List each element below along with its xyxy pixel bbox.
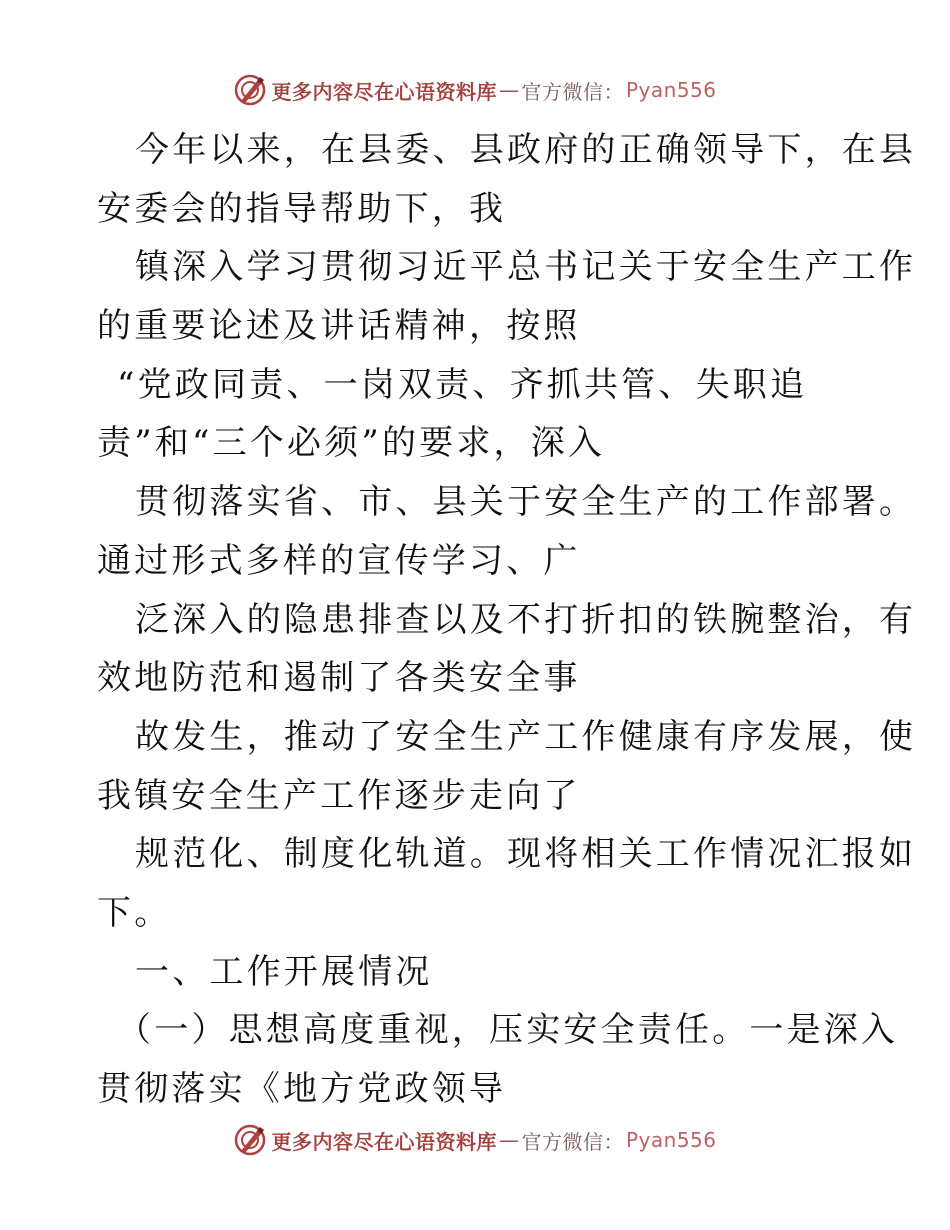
text-line: 通过形式多样的宣传学习、广 xyxy=(97,540,581,581)
pen-logo-icon xyxy=(233,1123,267,1157)
watermark-separator: — xyxy=(498,78,520,102)
text-line: 规范化、制度化轨道。现将相关工作情况汇报如 xyxy=(135,834,917,875)
text-line: 效地防范和遏制了各类安全事 xyxy=(97,658,581,699)
text-line: （一）思想高度重视，压实安全责任。一是深入 xyxy=(117,1010,899,1051)
watermark-text: 更多内容尽在心语资料库 xyxy=(271,1129,497,1154)
text-line: “党政同责、一岗双责、齐抓共管、失职追 xyxy=(117,364,808,405)
pen-logo-icon xyxy=(233,73,267,107)
watermark-text: 更多内容尽在心语资料库 xyxy=(271,79,497,104)
document-body xyxy=(97,121,917,1119)
text-line: 安委会的指导帮助下，我 xyxy=(97,188,507,229)
text-line: 下。 xyxy=(97,892,172,933)
text-line: 我镇安全生产工作逐步走向了 xyxy=(97,775,581,816)
text-line: 泛深入的隐患排查以及不打折扣的铁腕整治，有 xyxy=(135,599,917,640)
text-line: 责”和“三个必须”的要求，深入 xyxy=(97,423,606,464)
watermark-wechat-id: Pyan556 xyxy=(625,1128,717,1152)
header-watermark xyxy=(0,68,950,112)
section-heading: 一、工作开展情况 xyxy=(135,951,433,992)
watermark-wechat-id: Pyan556 xyxy=(625,78,717,102)
watermark-separator: — xyxy=(498,1128,520,1152)
text-line: 贯彻落实省、市、县关于安全生产的工作部署。 xyxy=(135,482,917,523)
text-line: 贯彻落实《地方党政领导 xyxy=(97,1069,507,1109)
text-line: 今年以来，在县委、县政府的正确领导下，在县 xyxy=(135,130,917,170)
footer-watermark xyxy=(0,1118,950,1162)
watermark-official-label: 官方微信： xyxy=(521,1129,624,1154)
watermark-official-label: 官方微信： xyxy=(521,79,624,104)
text-line: 故发生，推动了安全生产工作健康有序发展，使 xyxy=(135,716,917,757)
text-line: 镇深入学习贯彻习近平总书记关于安全生产工作 xyxy=(135,247,917,288)
text-line: 的重要论述及讲话精神，按照 xyxy=(97,306,581,347)
